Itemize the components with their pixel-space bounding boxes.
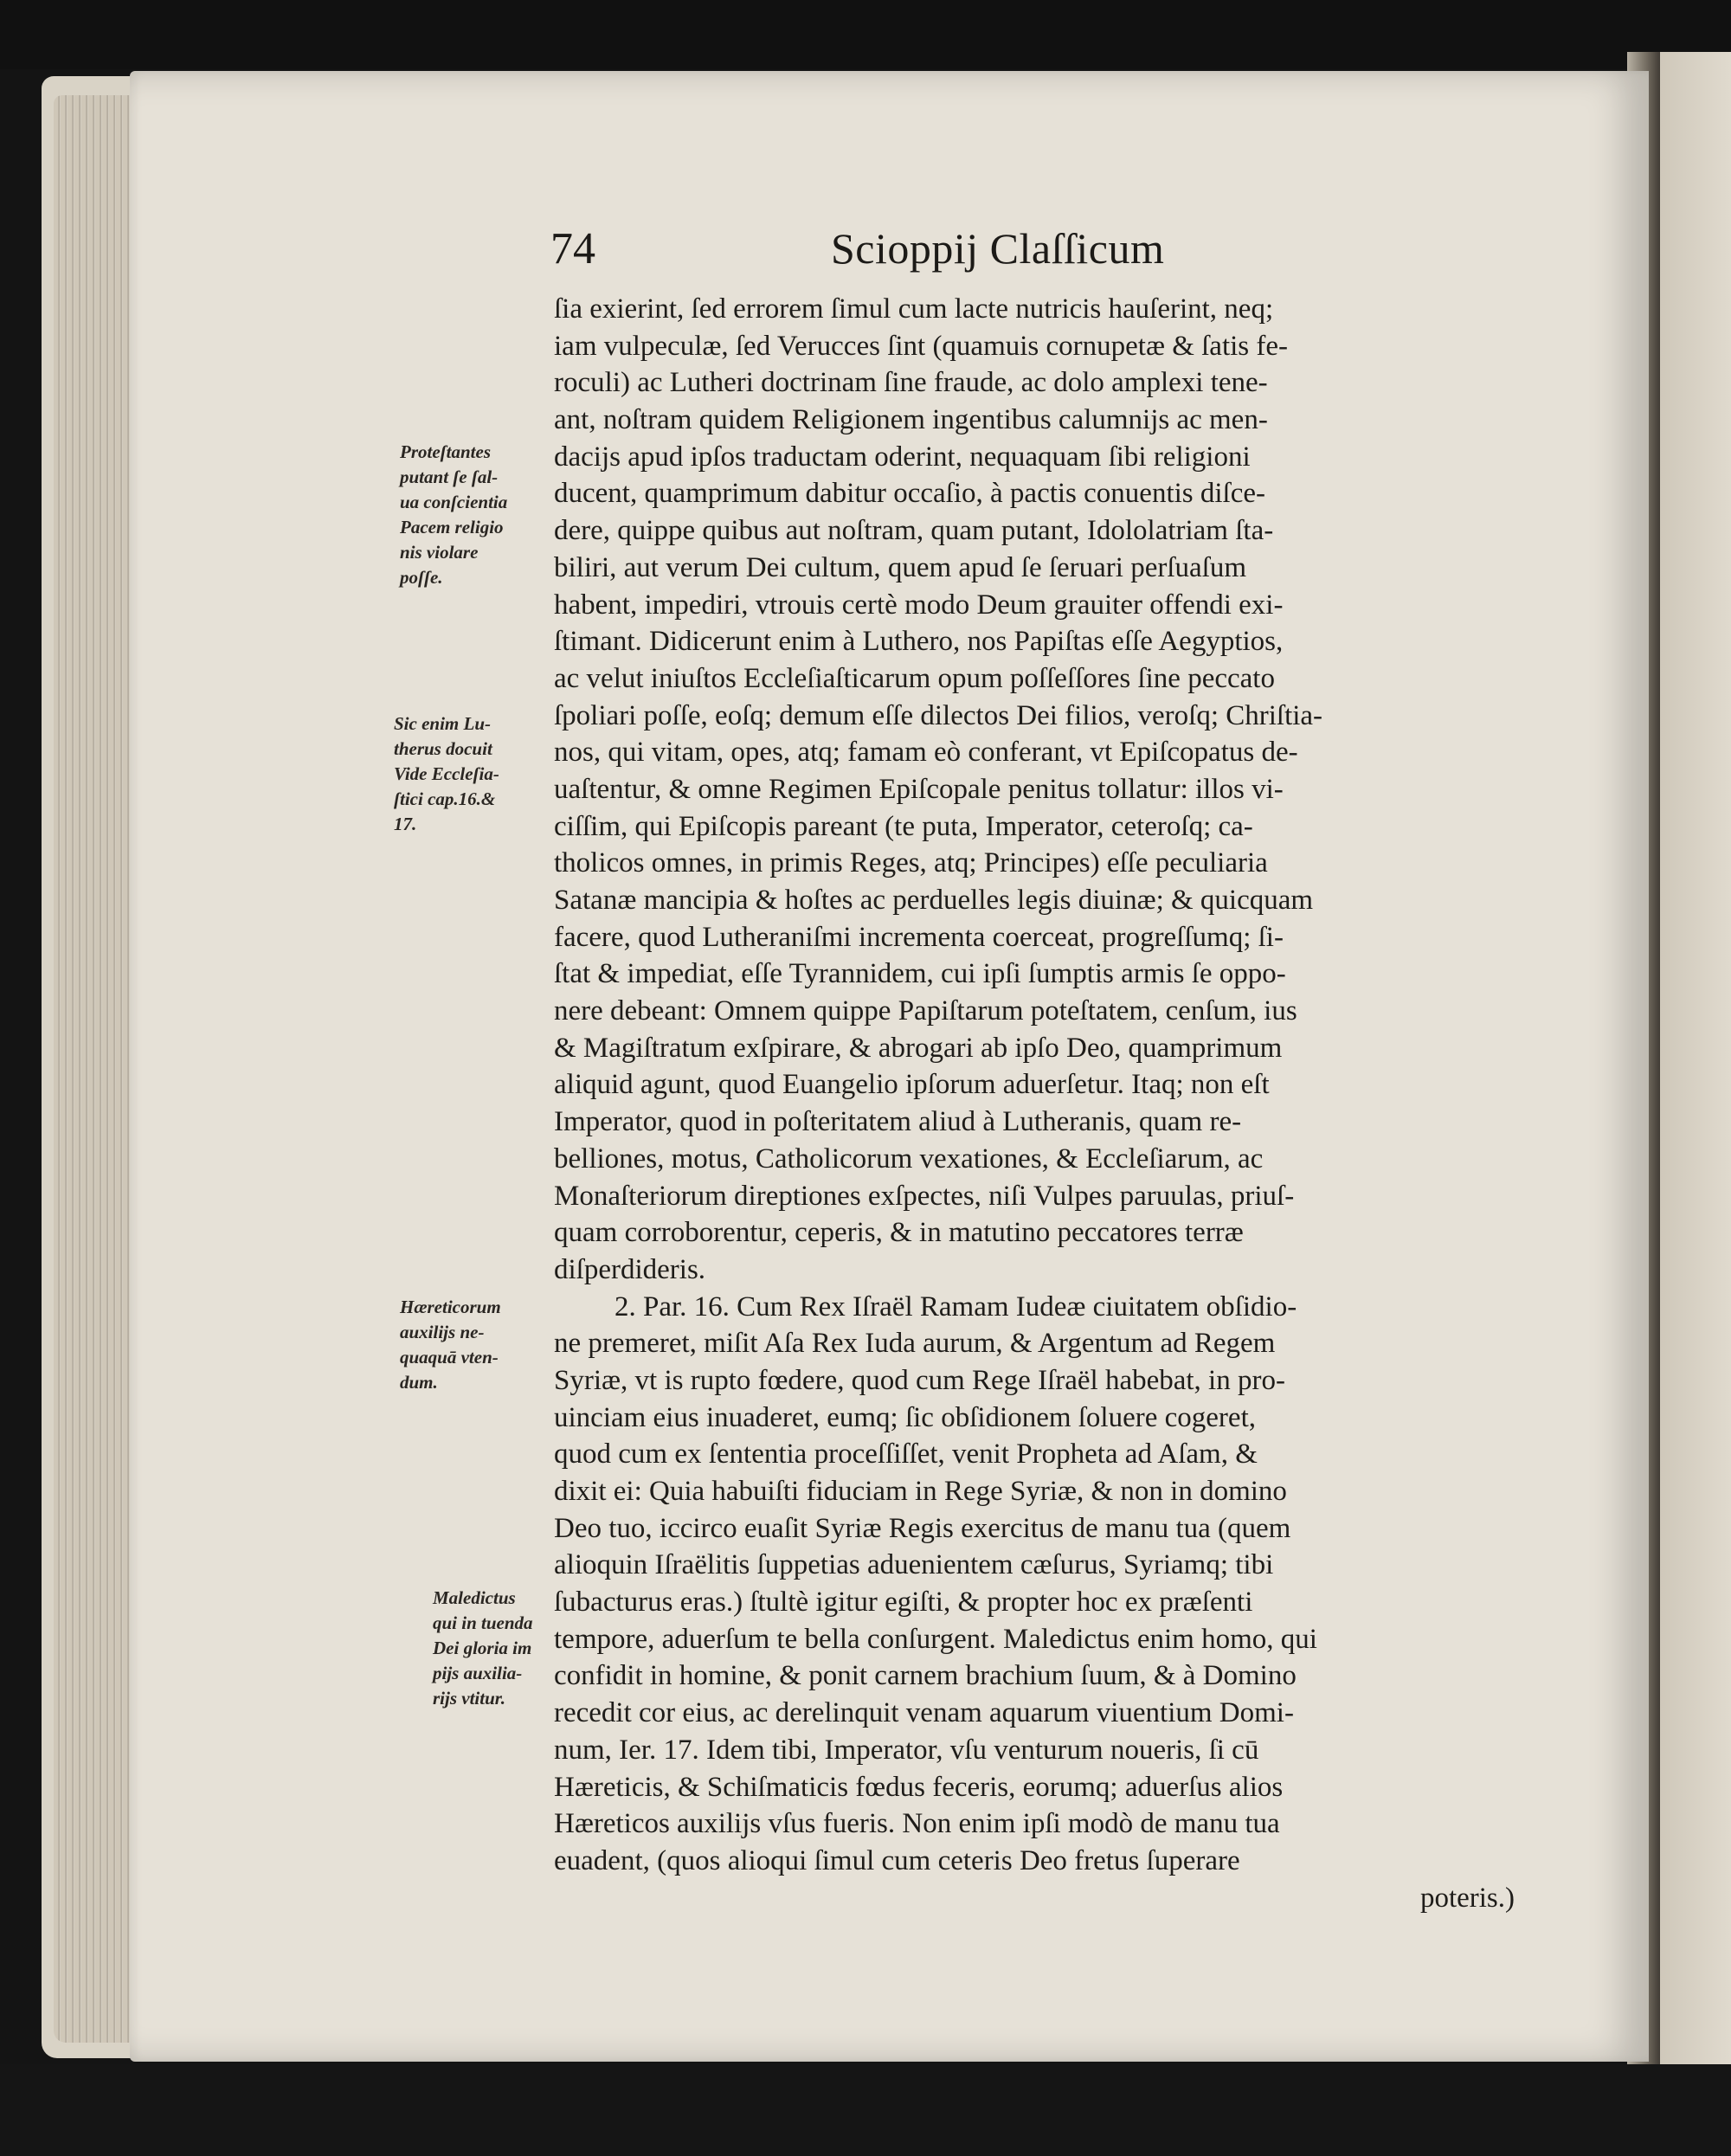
margin-note-line: auxilijs ne- [400,1322,485,1342]
text-line: Deo tuo, iccirco euaſit Syriæ Regis exercitus de manu tua (quem [554,1512,1291,1544]
margin-note-line: rijs vtitur. [433,1688,506,1709]
facing-page-edge [1660,52,1731,2069]
margin-note-line: quaquā vten- [400,1347,499,1368]
margin-note-line: pijs auxilia- [433,1663,523,1683]
text-line: ducent, quamprimum dabitur occaſio, à pactis conuentis diſce- [554,478,1265,510]
margin-note-line: nis violare [400,542,479,563]
margin-note-line: therus docuit [394,738,492,759]
text-line: dixit ei: Quia habuiſti fiduciam in Rege Syriæ, & non in domino [554,1476,1287,1507]
text-line: quam corroborentur, ceperis, & in matutino peccatores terræ [554,1217,1244,1249]
body-text [554,291,1515,1916]
text-line: uinciam eius inuaderet, eumq; ſic obſidionem ſoluere cogeret, [554,1401,1256,1433]
text-line: Hæreticis, & Schiſmaticis fœdus feceris, eorumq; aduerſus alios [554,1771,1284,1803]
margin-note [400,1295,547,1395]
page-header-title: Scioppij Claſſicum [831,224,1165,273]
margin-note-line: Pacem religio [400,517,504,537]
margin-note [433,1586,563,1711]
background-top [0,0,1731,69]
text-line: ne premeret, miſit Aſa Rex Iuda aurum, & Argentum ad Regem [554,1328,1276,1360]
text-line: Monaſteriorum direptiones exſpectes, niſi Vulpes paruulas, priuſ- [554,1180,1295,1212]
page-number: 74 [550,224,595,274]
background-bottom [0,2064,1731,2156]
text-line: & Magiſtratum exſpirare, & abrogari ab ipſo Deo, quamprimum [554,1032,1283,1064]
text-line: confidit in homine, & ponit carnem brachium ſuum, & à Domino [554,1660,1297,1692]
text-line: recedit cor eius, ac derelinquit venam aquarum viuentium Domi- [554,1697,1294,1729]
text-line: Imperator, quod in poſteritatem aliud à Lutheranis, quam re- [554,1106,1242,1138]
text-line: ac velut iniuſtos Eccleſiaſticarum opum poſſeſſores ſine peccato [554,662,1275,694]
text-line: nere debeant: Omnem quippe Papiſtarum poteſtatem, cenſum, ius [554,995,1297,1027]
margin-note-line: Vide Eccleſia- [394,763,499,784]
margin-note-line: Dei gloria im [433,1638,532,1658]
text-line: ciſſim, qui Epiſcopis pareant (te puta, Imperator, ceteroſq; ca- [554,810,1253,842]
text-line: quod cum ex ſententia proceſſiſſet, venit Propheta ad Aſam, & [554,1438,1258,1471]
text-line: roculi) ac Lutheri doctrinam ſine fraude, ac dolo amplexi tene- [554,367,1268,399]
text-line: dacijs apud ipſos traductam oderint, nequaquam ſibi religioni [554,441,1251,473]
margin-note [394,711,550,837]
text-line: poteris.) [1419,1882,1515,1914]
text-line: ſtat & impediat, eſſe Tyrannidem, cui ipſi ſumptis armis ſe oppo- [554,958,1286,990]
margin-note-line: ua conſcientia [400,492,508,512]
text-line: diſperdideris. [554,1253,706,1285]
margin-note-line: Sic enim Lu- [394,713,492,734]
margin-note-line: putant ſe ſal- [400,467,499,487]
margin-note-line: Maledictus [433,1587,516,1608]
margin-note-line: ſtici cap.16.& [394,788,496,809]
text-line: tholicos omnes, in primis Reges, atq; Principes) eſſe peculiaria [554,847,1268,879]
margin-note-line: qui in tuenda [433,1612,533,1633]
margin-note-line: 17. [394,814,417,834]
margin-note-line: poſſe. [400,567,443,588]
text-line: iam vulpeculæ, ſed Verucces ſint (quamuis cornupetæ & ſatis fe- [554,330,1289,362]
text-line: Satanæ mancipia & hoſtes ac perduelles legis diuinæ; & quicquam [554,885,1314,916]
text-line: belliones, motus, Catholicorum vexationes, & Eccleſiarum, ac [554,1142,1264,1175]
text-line: num, Ier. 17. Idem tibi, Imperator, vſu venturum noueris, ſi cū [554,1734,1259,1766]
text-line: ſubacturus eras.) ſtultè igitur egiſti, & propter hoc ex præſenti [554,1586,1253,1619]
running-head [545,223,1515,284]
text-line: ſpoliari poſſe, eoſq; demum eſſe dilectos Dei filios, veroſq; Chriſtia- [554,699,1323,731]
text-line: ſia exierint, ſed errorem ſimul cum lacte nutricis hauſerint, neq; [554,293,1274,325]
text-line: habent, impediri, vtrouis certè modo Deum grauiter offendi exi- [554,589,1284,621]
margin-note-line: Hæreticorum [400,1297,501,1317]
text-line: aliquid agunt, quod Euangelio ipſorum aduerſetur. Itaq; non eſt [554,1069,1270,1101]
text-line: biliri, aut verum Dei cultum, quem apud ſe ſeruari perſuaſum [554,551,1247,583]
text-line: uaſtentur, & omne Regimen Epiſcopale penitus tollatur: illos vi- [554,773,1284,805]
text-line: nos, qui vitam, opes, atq; famam eò conferant, vt Epiſcopatus de- [554,737,1298,769]
text-line: euadent, (quos alioqui ſimul cum ceteris Deo fretus ſuperare [554,1844,1240,1876]
text-line: ant, noſtram quidem Religionem ingentibus calumnijs ac men- [554,404,1268,436]
text-line: dere, quippe quibus aut noſtram, quam putant, Idololatriam ſta- [554,515,1274,547]
text-line: 2. Par. 16. Cum Rex Iſraël Ramam Iudeæ ciuitatem obſidio- [615,1290,1297,1323]
text-line: alioquin Iſraëlitis ſuppetias aduenientem cæſurus, Syriamq; tibi [554,1549,1274,1581]
margin-note-line: Proteſtantes [400,441,491,462]
margin-note-line: dum. [400,1372,438,1393]
text-line: Hæreticos auxilijs vſus fueris. Non enim ipſi modò de manu tua [554,1808,1280,1840]
margin-note [400,440,547,590]
text-line: Syriæ, vt is rupto fœdere, quod cum Rege Iſraël habebat, in pro- [554,1364,1285,1396]
text-line: tempore, aduerſum te bella conſurgent. Maledictus enim homo, qui [554,1623,1317,1655]
text-line: facere, quod Lutheraniſmi incrementa coerceat, progreſſumq; ſi- [554,921,1284,953]
text-line: ſtimant. Didicerunt enim à Luthero, nos Papiſtas eſſe Aegyptios, [554,626,1284,658]
